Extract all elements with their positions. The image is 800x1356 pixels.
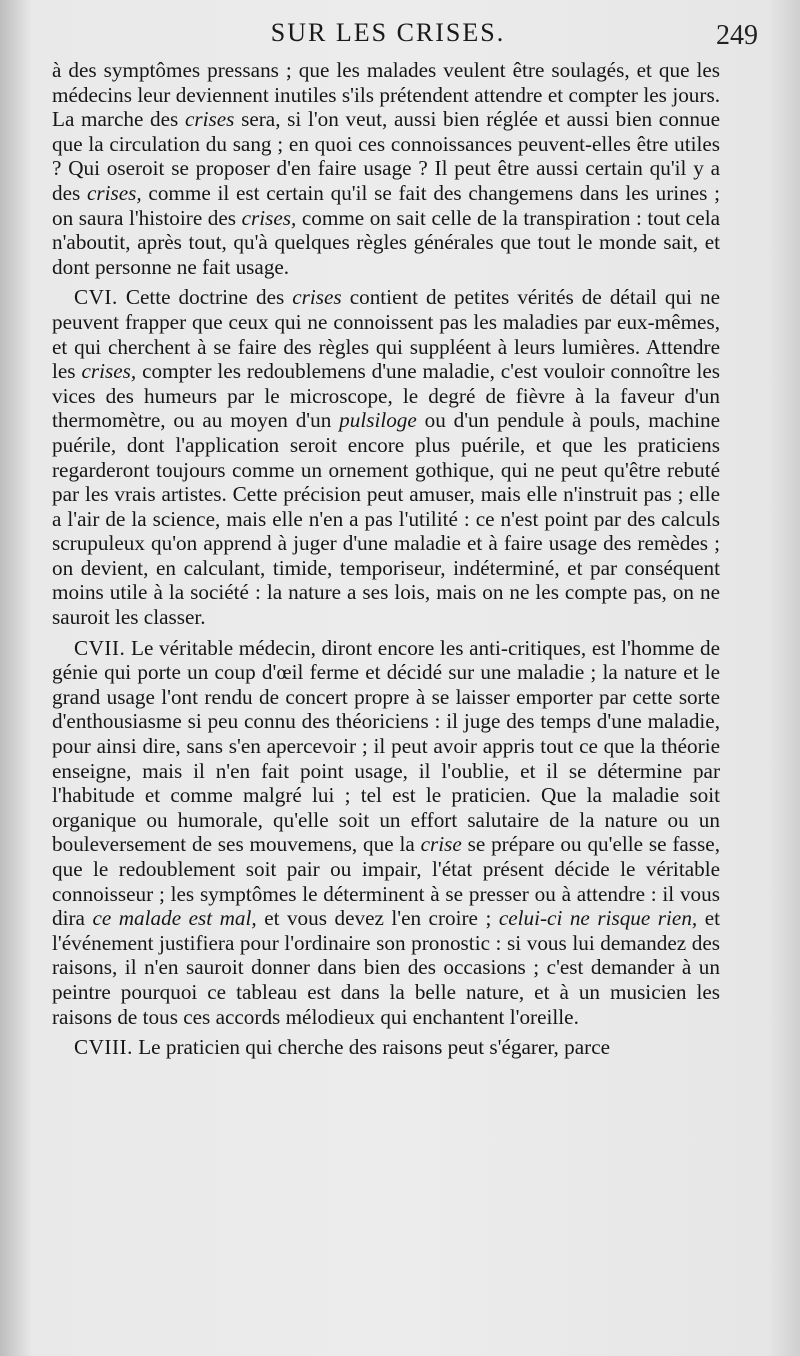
text-run: sera, si l'on veut, aussi bien réglée et aussi bien connue que la circulation du sang ; en quoi ces connoissances peuvent-elles être utiles ? Qui oseroit se proposer d'en faire usage ? Il peut être aussi certain qu'il y a des xyxy=(52,107,720,205)
text-body xyxy=(52,58,720,1060)
text-run: comme il est certain qu'il se fait des changemens dans les urines ; on saura l'histoire des xyxy=(52,180,720,230)
section-number: CVII. xyxy=(74,635,126,660)
italic-run: crise xyxy=(420,832,462,857)
text-run: Cette doctrine des xyxy=(117,285,293,310)
text-run: contient de petites vérités de détail qui ne peuvent frapper que ceux qui ne connoissent pas les maladies par eux-mêmes, et qui cherchent à se faire des règles qui suppléent à leurs lumières. Attendre les xyxy=(52,285,720,384)
text-run: et vous devez l'en croire ; xyxy=(256,906,499,931)
italic-run: crises, xyxy=(241,205,297,230)
section-number: CVIII. xyxy=(74,1035,133,1060)
text-run: à des symptômes pressans ; que les malades veulent être soulagés, et que les médecins leur deviennent inutiles s'ils prétendent attendre et compter les jours. La marche des xyxy=(52,58,720,132)
paragraph xyxy=(52,636,720,1030)
running-head: SUR LES CRISES. xyxy=(270,18,506,47)
italic-run: celui-ci ne risque rien, xyxy=(498,906,698,931)
text-run: Le véritable médecin, diront encore les anti-critiques, est l'homme de génie qui porte un coup d'œil ferme et décidé sur une maladie ; la nature et le grand usage l'ont rendu de concert propre à se laisser emporter par cette sorte d'enthousiasme si peu connu des théoriciens : il juge des temps d'une maladie, pour ainsi dire, sans s'en apercevoir ; il peut avoir appris tout ce que la théorie enseigne, mais il n'en fait point usage, il l'oublie, et il se détermine par l'habitude et comme malgré lui ; tel est le praticien. Que la maladie soit organique ou humorale, qu'elle soit un effort salutaire de la nature ou un bouleversement de ses mouvemens, que la xyxy=(52,635,720,857)
italic-run: crises, xyxy=(81,359,137,384)
text-run: se prépare ou qu'elle se fasse, que le redoublement soit pair ou impair, l'état présent décide le véritable connoisseur ; les symptômes le déterminent à se presser ou à attendre : il vous dira xyxy=(52,832,720,931)
italic-run: ce malade est mal, xyxy=(92,906,257,931)
paragraph xyxy=(52,285,720,629)
text-run: et l'événement justifiera pour l'ordinaire son pronostic : si vous lui demandez des raisons, il n'en sauroit donner dans bien des occasions ; c'est demander à un peintre pourquoi ce tableau est dans la belle nature, et à un musicien les raisons de tous ces accords mélodieux qui enchantent l'oreille. xyxy=(52,906,720,1029)
page-header xyxy=(48,18,758,58)
paragraph xyxy=(52,58,720,279)
text-run: Le praticien qui cherche des raisons peut s'égarer, parce xyxy=(132,1035,611,1060)
text-run: comme on sait celle de la transpiration : tout cela n'aboutit, après tout, qu'à quelques règles générales que tout le monde sait, et dont personne ne fait usage. xyxy=(52,205,720,279)
italic-run: crises xyxy=(292,285,342,310)
text-run: compter les redoublemens d'une maladie, c'est vouloir connoître les vices des humeurs par le microscope, le degré de fièvre à la faveur d'un thermomètre, ou au moyen d'un xyxy=(52,359,720,433)
italic-run: pulsiloge xyxy=(339,408,417,433)
section-number: CVI. xyxy=(74,285,118,310)
italic-run: crises, xyxy=(86,180,142,205)
page-number: 249 xyxy=(716,20,758,51)
text-run: ou d'un pendule à pouls, machine puérile, dont l'application seroit encore plus puérile, et que les praticiens regarderont toujours comme un ornement gothique, qui ne peut qu'être rebuté par les vrais artistes. Cette précision peut amuser, mais elle n'instruit pas ; elle a l'air de la science, mais elle n'en a pas l'utilité : ce n'est point par des calculs scrupuleux qu'on apprend à juger d'une maladie et à faire usage des remèdes ; on devient, en calculant, timide, temporiseur, indéterminé, et par conséquent moins utile à la société : la nature a ses lois, mais on ne les compte pas, on ne sauroit les classer. xyxy=(52,408,720,630)
paragraph xyxy=(52,1035,720,1060)
italic-run: crises xyxy=(184,107,235,132)
